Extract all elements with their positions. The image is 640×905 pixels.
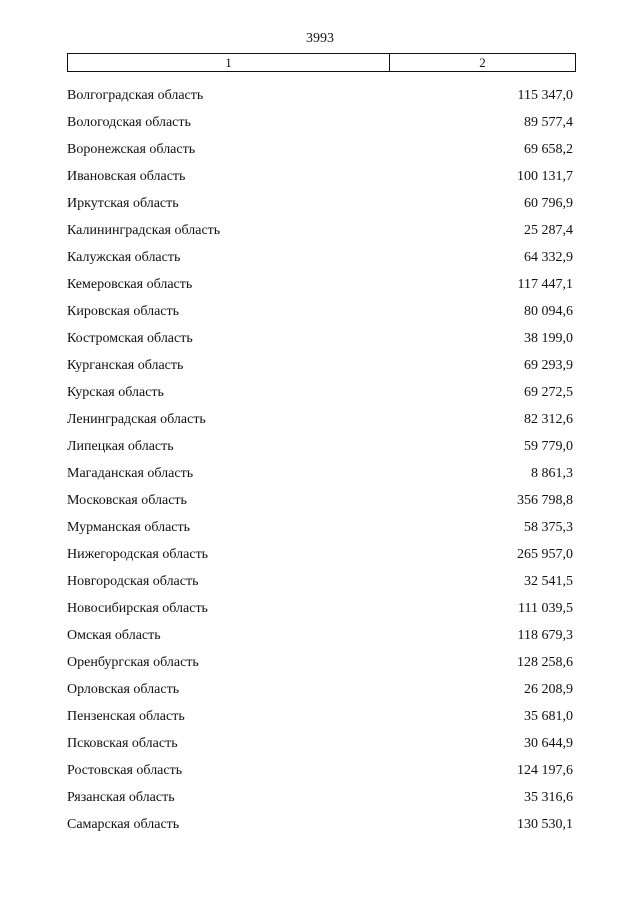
region-name: Кемеровская область <box>67 277 193 292</box>
region-value: 118 679,3 <box>517 628 573 643</box>
region-name: Оренбургская область <box>67 655 199 670</box>
region-value: 69 658,2 <box>524 142 573 157</box>
table-row <box>67 275 573 302</box>
region-name: Московская область <box>67 493 187 508</box>
column-header-1: 1 <box>68 54 390 71</box>
region-value: 35 316,6 <box>524 790 573 805</box>
table-row <box>67 707 573 734</box>
region-value: 69 272,5 <box>524 385 573 400</box>
table-row <box>67 464 573 491</box>
region-name: Ростовская область <box>67 763 183 778</box>
region-value: 69 293,9 <box>524 358 573 373</box>
region-value: 100 131,7 <box>517 169 573 184</box>
region-name: Самарская область <box>67 817 180 832</box>
region-name: Вологодская область <box>67 115 191 130</box>
region-value: 30 644,9 <box>524 736 573 751</box>
region-value: 58 375,3 <box>524 520 573 535</box>
region-value: 89 577,4 <box>524 115 573 130</box>
region-name: Омская область <box>67 628 161 643</box>
table-row <box>67 815 573 842</box>
region-value: 265 957,0 <box>517 547 573 562</box>
region-name: Мурманская область <box>67 520 191 535</box>
page-number: 3993 <box>306 31 334 46</box>
table-row <box>67 302 573 329</box>
region-name: Новгородская область <box>67 574 199 589</box>
region-name: Ивановская область <box>67 169 186 184</box>
table-row <box>67 491 573 518</box>
table-row <box>67 113 573 140</box>
table-row <box>67 140 573 167</box>
table-row <box>67 680 573 707</box>
region-table <box>67 86 573 842</box>
table-row <box>67 194 573 221</box>
table-row <box>67 329 573 356</box>
region-value: 35 681,0 <box>524 709 573 724</box>
region-value: 115 347,0 <box>517 88 573 103</box>
table-row <box>67 248 573 275</box>
region-value: 82 312,6 <box>524 412 573 427</box>
region-value: 25 287,4 <box>524 223 573 238</box>
region-value: 64 332,9 <box>524 250 573 265</box>
table-row <box>67 383 573 410</box>
table-row <box>67 356 573 383</box>
region-value: 60 796,9 <box>524 196 573 211</box>
table-row <box>67 626 573 653</box>
region-name: Пензенская область <box>67 709 185 724</box>
region-name: Курганская область <box>67 358 184 373</box>
region-name: Костромская область <box>67 331 193 346</box>
region-value: 32 541,5 <box>524 574 573 589</box>
region-name: Кировская область <box>67 304 180 319</box>
table-row <box>67 545 573 572</box>
region-value: 8 861,3 <box>531 466 573 481</box>
table-row <box>67 167 573 194</box>
region-value: 26 208,9 <box>524 682 573 697</box>
region-name: Псковская область <box>67 736 178 751</box>
region-name: Новосибирская область <box>67 601 208 616</box>
region-value: 356 798,8 <box>517 493 573 508</box>
table-row <box>67 653 573 680</box>
region-name: Калининградская область <box>67 223 221 238</box>
region-name: Калужская область <box>67 250 181 265</box>
region-value: 124 197,6 <box>517 763 573 778</box>
column-header-row <box>67 53 576 72</box>
table-row <box>67 221 573 248</box>
table-row <box>67 518 573 545</box>
region-value: 38 199,0 <box>524 331 573 346</box>
table-row <box>67 788 573 815</box>
region-value: 111 039,5 <box>518 601 573 616</box>
region-value: 130 530,1 <box>517 817 573 832</box>
region-name: Курская область <box>67 385 164 400</box>
region-name: Нижегородская область <box>67 547 209 562</box>
column-header-2: 2 <box>479 55 486 70</box>
region-name: Ленинградская область <box>67 412 206 427</box>
region-value: 80 094,6 <box>524 304 573 319</box>
table-row <box>67 734 573 761</box>
region-value: 117 447,1 <box>517 277 573 292</box>
region-name: Иркутская область <box>67 196 179 211</box>
region-name: Волгоградская область <box>67 88 204 103</box>
region-name: Магаданская область <box>67 466 194 481</box>
region-name: Липецкая область <box>67 439 174 454</box>
table-row <box>67 761 573 788</box>
region-name: Рязанская область <box>67 790 175 805</box>
table-row <box>67 86 573 113</box>
region-value: 59 779,0 <box>524 439 573 454</box>
table-row <box>67 437 573 464</box>
table-row <box>67 599 573 626</box>
table-row <box>67 572 573 599</box>
region-name: Воронежская область <box>67 142 196 157</box>
table-row <box>67 410 573 437</box>
region-name: Орловская область <box>67 682 180 697</box>
region-value: 128 258,6 <box>517 655 573 670</box>
